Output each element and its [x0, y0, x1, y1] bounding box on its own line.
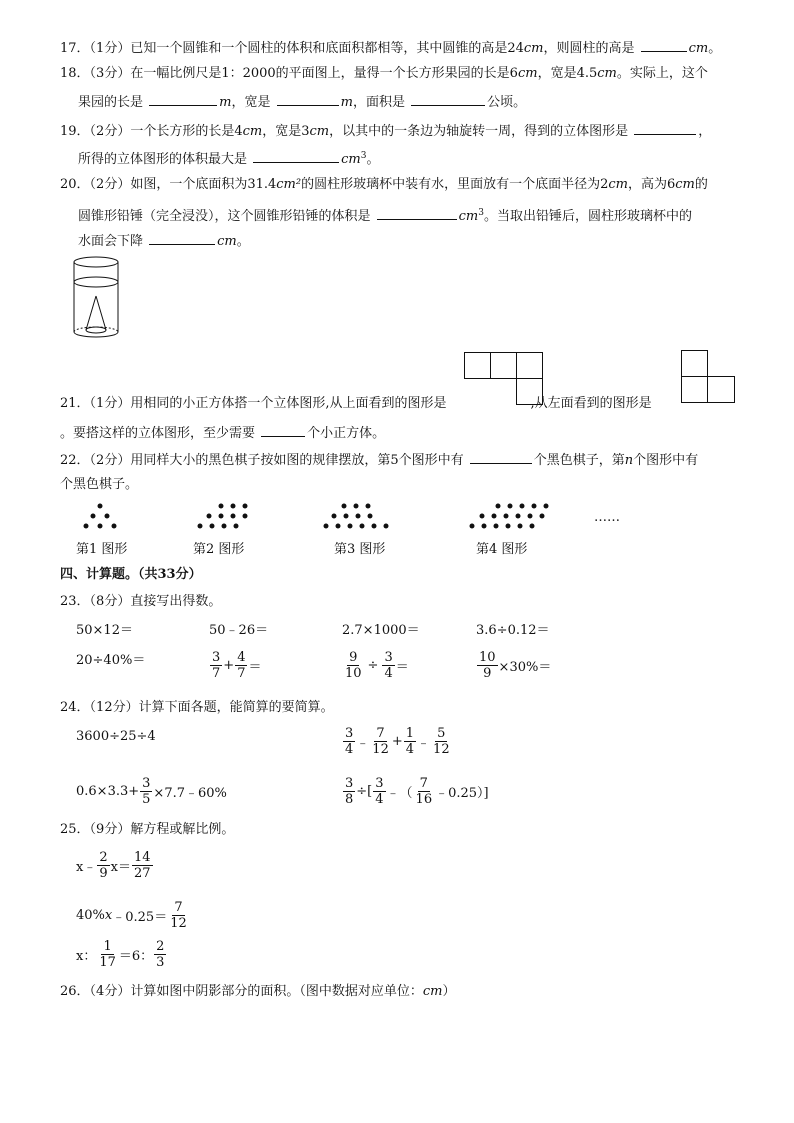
- q18-length-blank[interactable]: [149, 92, 217, 106]
- q23-item-4: 3.6÷0.12＝: [476, 623, 550, 638]
- q25-eq-1: x﹣ $\frac{2}{9}$ x＝ $\frac{14}{27}$: [76, 849, 151, 881]
- q23-item-5: 20÷40%＝: [76, 653, 146, 668]
- q23-title: 23．（8分）直接写出得数。: [60, 594, 222, 609]
- q20-drop-blank[interactable]: [149, 231, 215, 245]
- cylinder-cone-figure: [72, 256, 132, 344]
- q22-fifth-blank[interactable]: [470, 450, 532, 464]
- q17-line: 17．（1分）已知一个圆锥和一个圆柱的体积和底面积都相等，其中圆锥的高是24cm，则圆柱的高是 cm。: [60, 38, 721, 58]
- section-4-heading: 四、计算题。（共33分）: [60, 567, 202, 582]
- q24-expr-3: 0.6×3.3+ $\frac{3}{5}$ ×7.7﹣60%: [76, 775, 227, 807]
- pattern-figure-1: [82, 500, 142, 530]
- q23-item-1: 50×12＝: [76, 623, 133, 638]
- q20-line3: 水面会下降 cm。: [78, 231, 250, 251]
- q20-volume-blank[interactable]: [377, 206, 457, 220]
- q23-item-3: 2.7×1000＝: [342, 623, 420, 638]
- q18-width-blank[interactable]: [277, 92, 339, 106]
- pattern-caption-4: 第4 图形: [476, 542, 528, 557]
- q18-line1: 18．（3分）在一幅比例尺是1：2000的平面图上，量得一个长方形果园的长是6cm，宽是4.5cm。实际上，这个: [60, 66, 708, 81]
- q25-title: 25．（9分）解方程或解比例。: [60, 822, 235, 837]
- q22-line2: 个黑色棋子。: [60, 477, 139, 492]
- pattern-ellipsis: ……: [594, 510, 620, 525]
- q24-title: 24．（12分）计算下面各题，能简算的要简算。: [60, 700, 334, 715]
- q20-line1: 20．（2分）如图，一个底面积为31.4cm²的圆柱形玻璃杯中装有水，里面放有一个底面半径为2cm，高为6cm的: [60, 177, 708, 192]
- q23-item-2: 50﹣26＝: [209, 623, 269, 638]
- q23-item-7: $\frac{9}{10}$ ÷ $\frac{3}{4}$ ＝: [345, 649, 409, 681]
- q19-shape-blank[interactable]: [634, 121, 696, 135]
- q26-line: 26．（4分）计算如图中阴影部分的面积。（图中数据对应单位：cm）: [60, 984, 456, 999]
- q19-line1: 19．（2分）一个长方形的长是4cm，宽是3cm，以其中的一条边为轴旋转一周，得到的立体图形是 ，: [60, 121, 711, 141]
- q20-line2: 圆锥形铅锤（完全浸没），这个圆锥形铅锤的体积是 $cm^3$。当取出铅锤后，圆柱形玻璃杯中的: [78, 208, 693, 224]
- q23-item-8: $\frac{10}{9}$ ×30%＝: [479, 649, 552, 681]
- q21-count-blank[interactable]: [261, 423, 305, 437]
- q19-volume-blank[interactable]: [253, 149, 339, 163]
- pattern-caption-3: 第3 图形: [334, 542, 386, 557]
- q18-area-blank[interactable]: [411, 92, 485, 106]
- q17-answer-blank[interactable]: [641, 38, 687, 52]
- q19-line2: 所得的立体图形的体积最大是 $cm^3$。: [78, 151, 380, 167]
- q24-expr-4: $\frac{3}{8}$ ÷[ $\frac{3}{4}$ ﹣（ $\frac{7}{16}$ ﹣0.25）]: [345, 775, 489, 807]
- pattern-figure-3: [322, 500, 402, 530]
- q18-line2: 果园的长是 m，宽是 m，面积是 公顷。: [78, 92, 526, 112]
- pattern-caption-1: 第1 图形: [76, 542, 128, 557]
- q25-eq-3: x： $\frac{1}{17}$ ＝6： $\frac{2}{3}$: [76, 938, 165, 970]
- pattern-figure-2: [196, 500, 266, 530]
- q24-expr-1: 3600÷25÷4: [76, 729, 156, 744]
- q25-eq-2: 40% x ﹣0.25＝ $\frac{7}{12}$: [76, 899, 187, 931]
- q21-line2: 。要搭这样的立体图形，至少需要 个小正方体。: [60, 423, 385, 443]
- pattern-caption-2: 第2 图形: [193, 542, 245, 557]
- q23-item-6: $\frac{3}{7}$ + $\frac{4}{7}$ ＝: [212, 649, 262, 681]
- q21-line1: 21．（1分）用相同的小正方体搭一个立体图形,从上面看到的图形是 ,从左面看到的图形是: [60, 396, 652, 411]
- left-view-figure: [681, 350, 737, 406]
- q24-expr-2: $\frac{3}{4}$ ﹣ $\frac{7}{12}$ + $\frac{1}{4}$ ﹣ $\frac{5}{12}$: [345, 725, 450, 757]
- q22-line1: 22．（2分）用同样大小的黑色棋子按如图的规律摆放，第5个图形中有 个黑色棋子，第n个图形中有: [60, 450, 698, 470]
- pattern-figure-4: [468, 500, 558, 530]
